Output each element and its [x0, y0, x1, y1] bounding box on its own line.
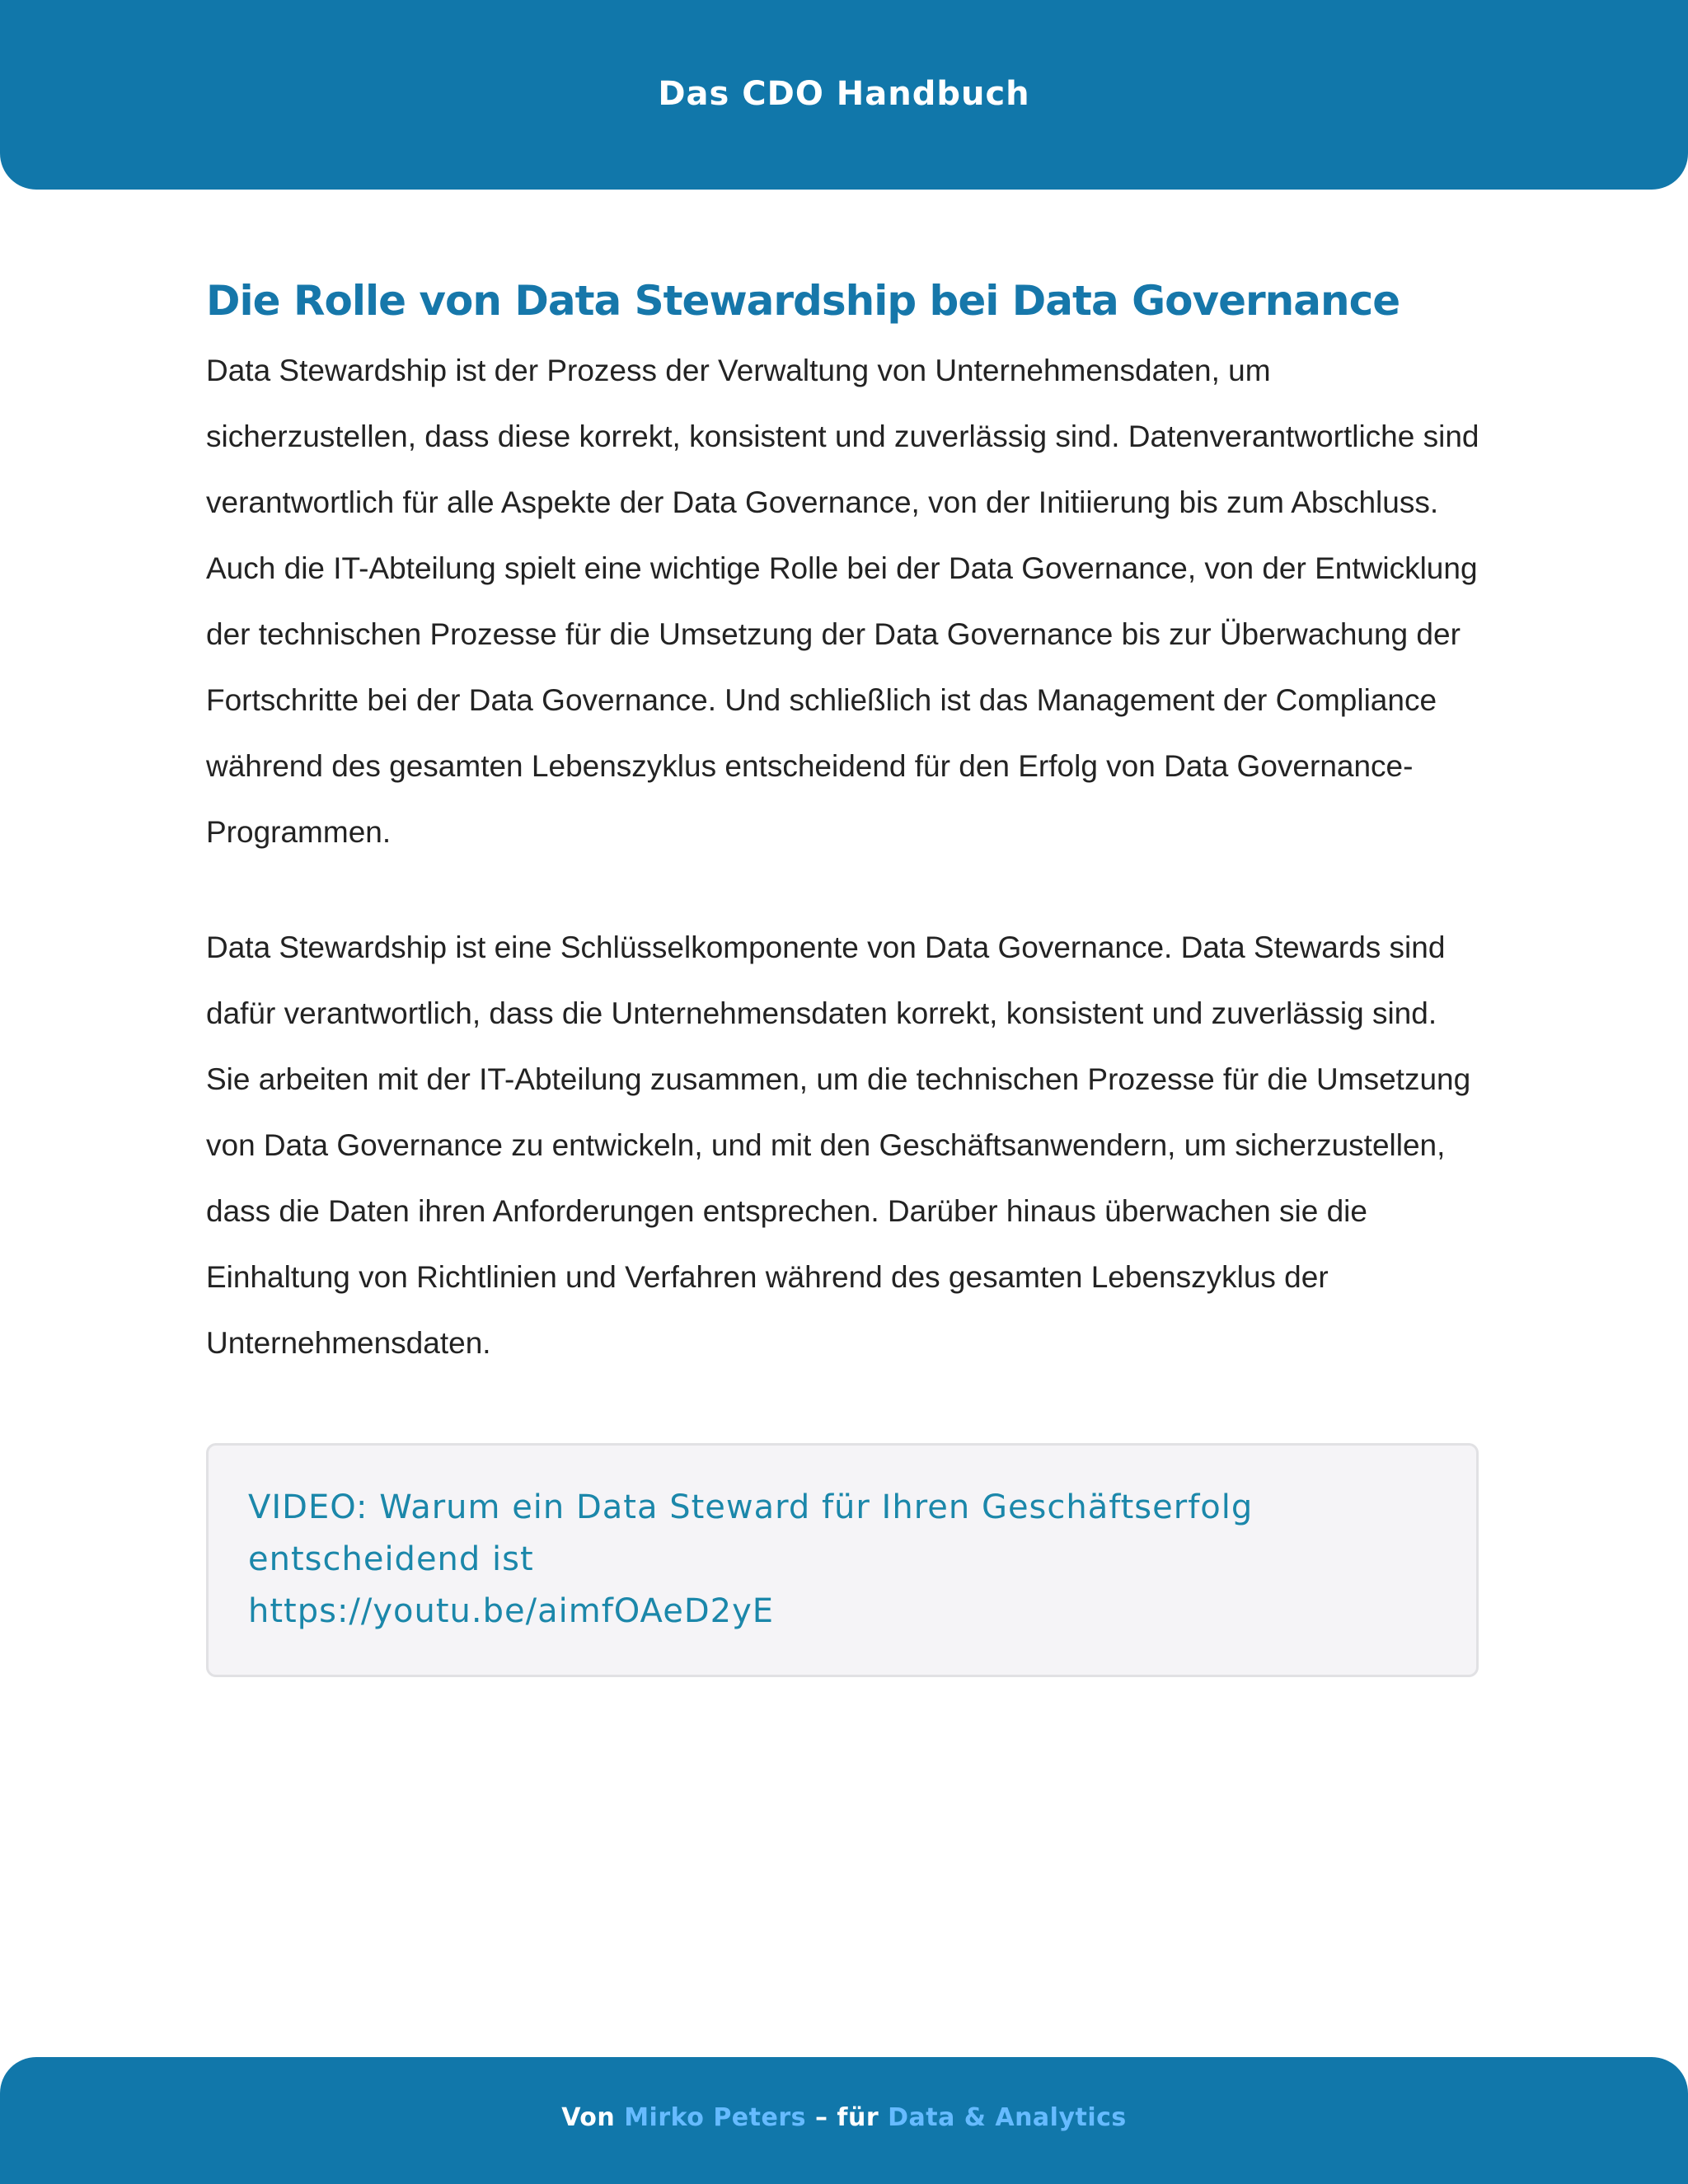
section-heading: Die Rolle von Data Stewardship bei Data Governance: [206, 277, 1400, 325]
video-callout-text: [248, 1482, 1435, 1638]
body-paragraph-1: Data Stewardship ist der Prozess der Verwaltung von Unternehmensdaten, um sicherzustellen, dass diese korrekt, konsistent und zuverlässig sind. Datenverantwortliche sind verantwortlich für alle Aspekte der Data Governance, von der Initiierung bis zum Abschluss. Auch die IT-Abteilung spielt eine wichtige Rolle bei der Data Governance, von der Entwicklung der technischen Prozesse für die Umsetzung der Data Governance bis zur Überwachung der Fortschritte bei der Data Governance. Und schließlich ist das Management der Compliance während des gesamten Lebenszyklus entscheidend für den Erfolg von Data Governance-Programmen.: [206, 354, 1479, 849]
footer-publication: Data & Analytics: [888, 2103, 1127, 2132]
footer-separator: –: [814, 2103, 828, 2132]
footer-prefix: Von: [561, 2103, 616, 2132]
footer-author: Mirko Peters: [624, 2103, 806, 2132]
footer-credit: [0, 2100, 1688, 2136]
body-paragraph-2: Data Stewardship ist eine Schlüsselkomponente von Data Governance. Data Stewards sind dafür verantwortlich, dass die Unternehmensdaten korrekt, konsistent und zuverlässig sind. Sie arbeiten mit der IT-Abteilung zusammen, um die technischen Prozesse für die Umsetzung von Data Governance zu entwickeln, und mit den Geschäftsanwendern, um sicherzustellen, dass die Daten ihren Anforderungen entsprechen. Darüber hinaus überwachen sie die Einhaltung von Richtlinien und Verfahren während des gesamten Lebenszyklus der Unternehmensdaten.: [206, 930, 1471, 1360]
video-link[interactable]: https://youtu.be/aimfOAeD2yE: [248, 1592, 775, 1630]
video-title: VIDEO: Warum ein Data Steward für Ihren Geschäftserfolg entscheidend ist: [248, 1488, 1254, 1578]
footer-for: für: [837, 2103, 879, 2132]
video-callout-box: [206, 1443, 1479, 1677]
main-content: [206, 272, 1484, 1376]
document-title: Das CDO Handbuch: [658, 75, 1030, 113]
